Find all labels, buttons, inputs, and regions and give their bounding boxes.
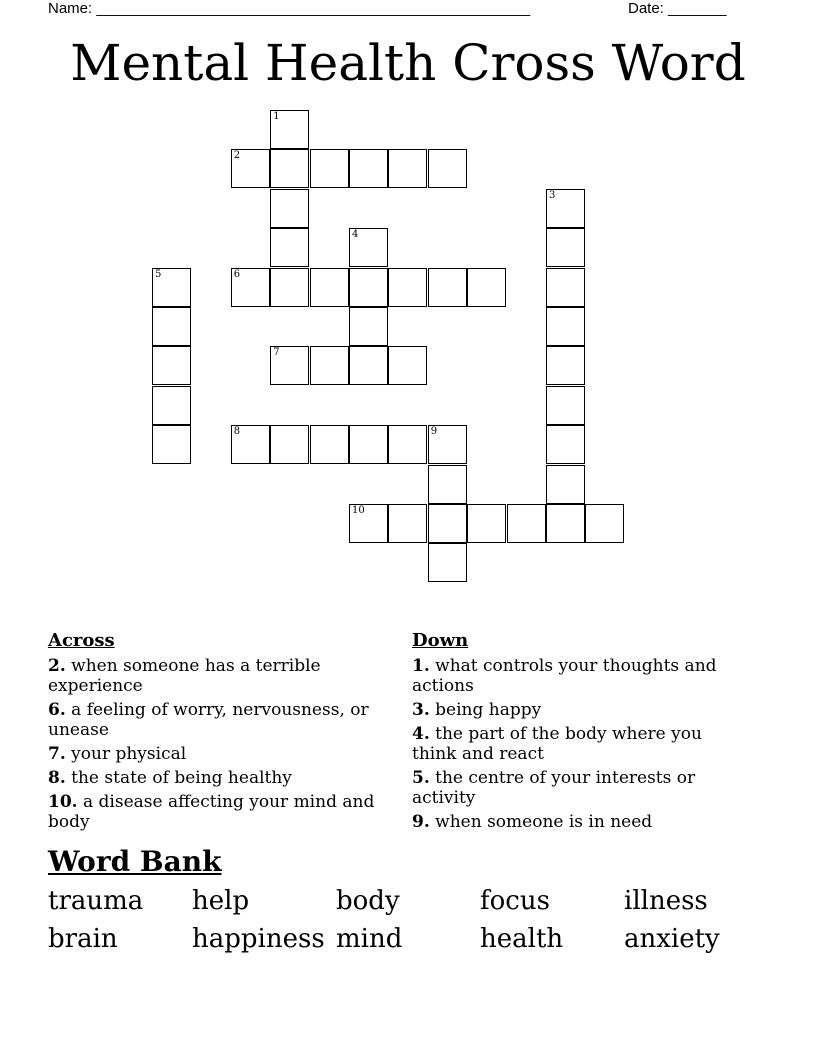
grid-cell[interactable] [349, 346, 388, 385]
clue-item [412, 724, 742, 764]
word-bank-item: body [336, 886, 400, 916]
down-clues [412, 630, 742, 836]
down-heading: Down [412, 630, 469, 651]
grid-cell[interactable] [546, 189, 585, 228]
grid-cell[interactable] [349, 228, 388, 267]
word-bank-item: help [192, 886, 250, 916]
grid-cell[interactable] [310, 346, 349, 385]
grid-cell[interactable] [231, 149, 270, 188]
grid-cell[interactable] [349, 307, 388, 346]
grid-cell[interactable] [388, 268, 427, 307]
across-clues [48, 630, 393, 836]
grid-cell[interactable] [546, 465, 585, 504]
clue-text: a feeling of worry, nervousness, or unease [48, 700, 369, 740]
grid-cell[interactable] [388, 504, 427, 543]
grid-cell[interactable] [310, 149, 349, 188]
clue-text: the state of being healthy [71, 768, 292, 788]
clue-text: being happy [435, 700, 542, 720]
grid-cell[interactable] [546, 228, 585, 267]
clue-item [48, 744, 393, 764]
clue-item [412, 768, 742, 808]
word-bank-item: illness [624, 886, 708, 916]
grid-cell[interactable] [152, 268, 191, 307]
clue-item [412, 656, 742, 696]
clue-item [48, 768, 393, 788]
clue-number: 9 [430, 426, 438, 438]
clue-number: 7. [48, 744, 66, 764]
date-field[interactable]: Date: _______ [628, 0, 727, 17]
grid-cell[interactable] [270, 228, 309, 267]
clue-number: 8. [48, 768, 66, 788]
clue-number: 3 [549, 189, 556, 201]
clue-text: when someone is in need [435, 812, 653, 832]
word-bank-item: health [480, 924, 564, 954]
clue-number: 7 [273, 347, 280, 359]
grid-cell[interactable] [349, 268, 388, 307]
clue-number: 3. [412, 700, 430, 720]
clue-number: 2. [48, 656, 66, 676]
grid-cell[interactable] [310, 268, 349, 307]
grid-cell[interactable] [428, 268, 467, 307]
grid-cell[interactable] [428, 149, 467, 188]
word-bank-item: brain [48, 924, 118, 954]
grid-cell[interactable] [270, 189, 309, 228]
grid-cell[interactable] [428, 543, 467, 582]
grid-cell[interactable] [152, 346, 191, 385]
grid-cell[interactable] [428, 504, 467, 543]
clue-text: when someone has a terrible experience [48, 656, 321, 696]
clue-number: 1. [412, 656, 430, 676]
grid-cell[interactable] [388, 149, 427, 188]
grid-cell[interactable] [349, 504, 388, 543]
grid-cell[interactable] [546, 386, 585, 425]
grid-cell[interactable] [467, 504, 506, 543]
grid-cell[interactable] [467, 268, 506, 307]
grid-cell[interactable] [310, 425, 349, 464]
grid-cell[interactable] [270, 110, 309, 149]
clue-item [412, 700, 742, 720]
grid-cell[interactable] [585, 504, 624, 543]
name-field[interactable]: Name: ____________________________________________________ [48, 0, 531, 17]
clue-text: your physical [71, 744, 187, 764]
grid-cell[interactable] [546, 504, 585, 543]
header [48, 0, 748, 20]
grid-cell[interactable] [428, 465, 467, 504]
grid-cell[interactable] [152, 386, 191, 425]
clue-item [48, 700, 393, 740]
grid-cell[interactable] [546, 307, 585, 346]
grid-cell[interactable] [270, 425, 309, 464]
grid-cell[interactable] [152, 307, 191, 346]
grid-cell[interactable] [546, 268, 585, 307]
clue-text: what controls your thoughts and actions [412, 656, 717, 696]
grid-cell[interactable] [546, 346, 585, 385]
clue-number: 6. [48, 700, 66, 720]
clue-number: 2 [233, 150, 241, 162]
word-bank-item: trauma [48, 886, 144, 916]
grid-cell[interactable] [270, 268, 309, 307]
clue-text: the part of the body where you think and react [412, 724, 702, 764]
grid-cell[interactable] [507, 504, 546, 543]
clue-item [48, 656, 393, 696]
word-bank-heading: Word Bank [48, 845, 222, 878]
clue-number: 4. [412, 724, 430, 744]
grid-cell[interactable] [270, 149, 309, 188]
grid-cell[interactable] [388, 346, 427, 385]
word-bank-item: focus [480, 886, 550, 916]
grid-cell[interactable] [428, 425, 467, 464]
grid-cell[interactable] [388, 425, 427, 464]
clue-number: 10 [352, 505, 365, 516]
grid-cell[interactable] [349, 425, 388, 464]
clue-number: 4 [352, 229, 359, 241]
clue-number: 5. [412, 768, 430, 788]
clue-item [412, 812, 742, 832]
grid-cell[interactable] [231, 425, 270, 464]
clue-number: 9. [412, 812, 430, 832]
page-title: Mental Health Cross Word [70, 34, 746, 92]
grid-cell[interactable] [231, 268, 270, 307]
word-bank-item: mind [336, 924, 403, 954]
clue-number: 1 [273, 111, 280, 122]
grid-cell[interactable] [546, 425, 585, 464]
clue-number: 8 [233, 426, 241, 438]
word-bank-item: happiness [192, 924, 325, 954]
clue-number: 10. [48, 792, 78, 812]
clue-item [48, 792, 393, 832]
grid-cell[interactable] [152, 425, 191, 464]
grid-cell[interactable] [349, 149, 388, 188]
grid-cell[interactable] [270, 346, 309, 385]
clue-number: 5 [155, 268, 162, 280]
word-bank-item: anxiety [624, 924, 720, 954]
clue-number: 6 [233, 268, 241, 280]
clue-text: the centre of your interests or activity [412, 768, 696, 808]
across-heading: Across [48, 630, 115, 651]
clue-text: a disease affecting your mind and body [48, 792, 375, 832]
